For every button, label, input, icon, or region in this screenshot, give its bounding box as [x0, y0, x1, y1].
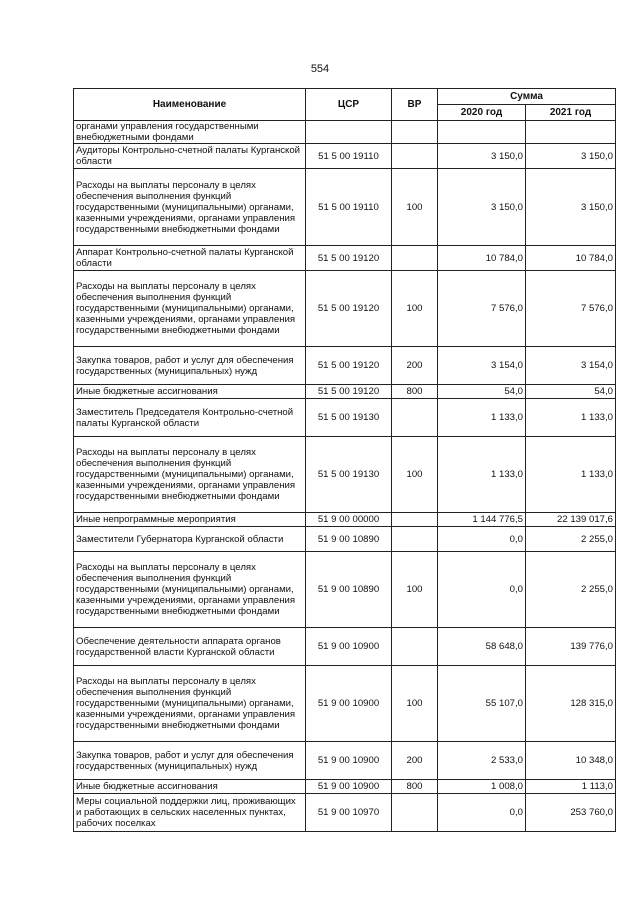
table-row	[74, 246, 616, 271]
row-vr	[392, 794, 438, 832]
table-row	[74, 169, 616, 246]
row-name: Иные непрограммные мероприятия	[74, 513, 306, 527]
table-row	[74, 527, 616, 552]
row-name: Расходы на выплаты персоналу в целях обеспечения выполнения функций государственными (муниципальными) органами, казенными учреждениями, органами управления государственными внебюджетными фондами	[74, 437, 306, 513]
row-vr: 800	[392, 780, 438, 794]
header-vr: ВР	[392, 89, 438, 121]
row-amount-2020: 0,0	[438, 794, 526, 832]
table-row	[74, 121, 616, 144]
table-row	[74, 385, 616, 399]
table-row	[74, 271, 616, 347]
row-csr: 51 9 00 10900	[306, 780, 392, 794]
table-row	[74, 794, 616, 832]
row-vr: 200	[392, 742, 438, 780]
table-row	[74, 742, 616, 780]
row-amount-2021: 2 255,0	[526, 552, 616, 628]
table-row	[74, 513, 616, 527]
row-amount-2021: 54,0	[526, 385, 616, 399]
row-name: Аппарат Контрольно-счетной палаты Курганской области	[74, 246, 306, 271]
row-amount-2021: 1 133,0	[526, 399, 616, 437]
row-name: органами управления государственными внебюджетными фондами	[74, 121, 306, 144]
row-name: Заместители Губернатора Курганской области	[74, 527, 306, 552]
row-amount-2021: 253 760,0	[526, 794, 616, 832]
row-vr: 100	[392, 552, 438, 628]
row-name: Иные бюджетные ассигнования	[74, 385, 306, 399]
row-amount-2020: 0,0	[438, 527, 526, 552]
header-sum: Сумма	[438, 89, 616, 105]
row-amount-2020: 3 150,0	[438, 169, 526, 246]
row-amount-2020: 7 576,0	[438, 271, 526, 347]
row-amount-2020: 3 154,0	[438, 347, 526, 385]
header-year-2020: 2020 год	[438, 105, 526, 121]
row-amount-2020	[438, 121, 526, 144]
row-csr: 51 9 00 10900	[306, 628, 392, 666]
row-amount-2020: 3 150,0	[438, 144, 526, 169]
row-amount-2020: 2 533,0	[438, 742, 526, 780]
row-name: Расходы на выплаты персоналу в целях обеспечения выполнения функций государственными (муниципальными) органами, казенными учреждениями, органами управления государственными внебюджетными фондами	[74, 169, 306, 246]
table-row	[74, 144, 616, 169]
row-vr	[392, 246, 438, 271]
header-year-2021: 2021 год	[526, 105, 616, 121]
row-vr: 100	[392, 169, 438, 246]
row-vr: 100	[392, 271, 438, 347]
row-vr: 100	[392, 666, 438, 742]
row-csr	[306, 121, 392, 144]
row-amount-2020: 1 133,0	[438, 399, 526, 437]
row-amount-2020: 55 107,0	[438, 666, 526, 742]
row-vr	[392, 121, 438, 144]
row-amount-2021: 2 255,0	[526, 527, 616, 552]
row-amount-2021: 1 133,0	[526, 437, 616, 513]
row-csr: 51 5 00 19130	[306, 399, 392, 437]
header-csr: ЦСР	[306, 89, 392, 121]
row-csr: 51 9 00 10970	[306, 794, 392, 832]
row-name: Обеспечение деятельности аппарата органов государственной власти Курганской области	[74, 628, 306, 666]
row-amount-2021	[526, 121, 616, 144]
row-vr	[392, 513, 438, 527]
row-vr	[392, 527, 438, 552]
table-row	[74, 552, 616, 628]
row-amount-2021: 22 139 017,6	[526, 513, 616, 527]
row-vr	[392, 628, 438, 666]
row-amount-2021: 10 348,0	[526, 742, 616, 780]
row-name: Закупка товаров, работ и услуг для обеспечения государственных (муниципальных) нужд	[74, 347, 306, 385]
table-row	[74, 628, 616, 666]
row-csr: 51 5 00 19110	[306, 169, 392, 246]
row-csr: 51 5 00 19120	[306, 246, 392, 271]
row-vr: 800	[392, 385, 438, 399]
row-name: Закупка товаров, работ и услуг для обеспечения государственных (муниципальных) нужд	[74, 742, 306, 780]
row-amount-2020: 58 648,0	[438, 628, 526, 666]
table-row	[74, 347, 616, 385]
row-name: Иные бюджетные ассигнования	[74, 780, 306, 794]
row-csr: 51 5 00 19110	[306, 144, 392, 169]
row-csr: 51 5 00 19120	[306, 347, 392, 385]
row-amount-2021: 10 784,0	[526, 246, 616, 271]
row-vr: 100	[392, 437, 438, 513]
page-number: 554	[310, 63, 330, 75]
row-name: Расходы на выплаты персоналу в целях обеспечения выполнения функций государственными (муниципальными) органами, казенными учреждениями, органами управления государственными внебюджетными фондами	[74, 666, 306, 742]
header-name: Наименование	[74, 89, 306, 121]
row-name: Аудиторы Контрольно-счетной палаты Курганской области	[74, 144, 306, 169]
row-amount-2021: 3 150,0	[526, 144, 616, 169]
row-csr: 51 9 00 00000	[306, 513, 392, 527]
header-row	[74, 89, 616, 105]
row-csr: 51 5 00 19120	[306, 385, 392, 399]
row-name: Расходы на выплаты персоналу в целях обеспечения выполнения функций государственными (муниципальными) органами, казенными учреждениями, органами управления государственными внебюджетными фондами	[74, 271, 306, 347]
row-csr: 51 9 00 10900	[306, 666, 392, 742]
row-amount-2020: 10 784,0	[438, 246, 526, 271]
table-row	[74, 666, 616, 742]
row-amount-2020: 1 133,0	[438, 437, 526, 513]
row-csr: 51 9 00 10900	[306, 742, 392, 780]
row-amount-2021: 1 113,0	[526, 780, 616, 794]
row-vr: 200	[392, 347, 438, 385]
row-amount-2020: 1 144 776,5	[438, 513, 526, 527]
row-vr	[392, 399, 438, 437]
row-amount-2021: 139 776,0	[526, 628, 616, 666]
row-csr: 51 9 00 10890	[306, 552, 392, 628]
row-name: Меры социальной поддержки лиц, проживающих и работающих в сельских населенных пунктах, рабочих поселках	[74, 794, 306, 832]
row-csr: 51 5 00 19130	[306, 437, 392, 513]
row-amount-2020: 54,0	[438, 385, 526, 399]
row-amount-2021: 7 576,0	[526, 271, 616, 347]
budget-table	[73, 88, 616, 832]
row-amount-2021: 128 315,0	[526, 666, 616, 742]
row-csr: 51 5 00 19120	[306, 271, 392, 347]
row-amount-2020: 1 008,0	[438, 780, 526, 794]
row-name: Расходы на выплаты персоналу в целях обеспечения выполнения функций государственными (муниципальными) органами, казенными учреждениями, органами управления государственными внебюджетными фондами	[74, 552, 306, 628]
table-row	[74, 399, 616, 437]
table-row	[74, 437, 616, 513]
row-amount-2021: 3 150,0	[526, 169, 616, 246]
row-csr: 51 9 00 10890	[306, 527, 392, 552]
table-row	[74, 780, 616, 794]
row-name: Заместитель Председателя Контрольно-счетной палаты Курганской области	[74, 399, 306, 437]
row-amount-2021: 3 154,0	[526, 347, 616, 385]
row-amount-2020: 0,0	[438, 552, 526, 628]
row-vr	[392, 144, 438, 169]
